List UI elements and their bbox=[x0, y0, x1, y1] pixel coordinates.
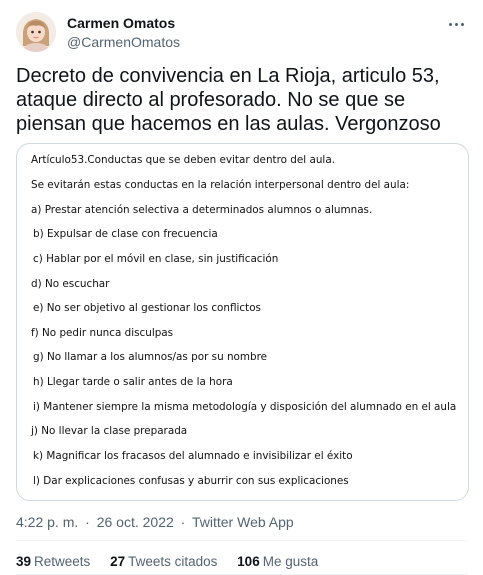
quote-tweets-stat[interactable] bbox=[110, 554, 217, 569]
avatar[interactable] bbox=[16, 12, 56, 52]
image-text-line: Se evitarán estas conductas en la relación interpersonal dentro del aula: bbox=[31, 179, 410, 191]
tweet-date[interactable]: 26 oct. 2022 bbox=[96, 514, 174, 530]
image-text-line: h) Llegar tarde o salir antes de la hora bbox=[33, 376, 233, 388]
tweet-time[interactable]: 4:22 p. m. bbox=[16, 514, 79, 530]
retweets-stat[interactable] bbox=[16, 554, 90, 569]
image-title: Artículo53.Conductas que se deben evitar dentro del aula. bbox=[31, 154, 335, 166]
image-text-line: b) Expulsar de clase con frecuencia bbox=[33, 228, 218, 240]
meta-separator: · bbox=[85, 514, 90, 530]
quotes-label: Tweets citados bbox=[128, 554, 218, 569]
tweet-header bbox=[16, 12, 468, 56]
avatar-illustration bbox=[16, 12, 56, 52]
tweet-stats bbox=[16, 554, 334, 569]
divider bbox=[16, 540, 468, 541]
tweet-timestamp bbox=[16, 514, 294, 530]
retweets-count: 39 bbox=[16, 554, 32, 569]
image-text-line: a) Prestar atención selectiva a determinados alumnos o alumnas. bbox=[31, 204, 373, 216]
more-options-button[interactable] bbox=[444, 14, 468, 34]
image-text-line: k) Magnificar los fracasos del alumnado e invisibilizar el éxito bbox=[33, 450, 353, 462]
likes-count: 106 bbox=[237, 554, 260, 569]
tweet-source[interactable]: Twitter Web App bbox=[191, 514, 294, 530]
image-text-line: i) Mantener siempre la misma metodología y disposición del alumnado en el aula bbox=[33, 401, 457, 413]
meta-separator: · bbox=[180, 514, 186, 530]
author-name[interactable]: Carmen Omatos bbox=[67, 15, 176, 31]
likes-stat[interactable] bbox=[237, 554, 318, 569]
quotes-count: 27 bbox=[110, 554, 126, 569]
more-dots-icon bbox=[449, 23, 452, 26]
image-text-line: j) No llevar la clase preparada bbox=[31, 425, 188, 437]
image-text-line: l) Dar explicaciones confusas y aburrir con sus explicaciones bbox=[33, 475, 349, 487]
tweet-image[interactable] bbox=[16, 143, 469, 501]
image-text-line: g) No llamar a los alumnos/as por su nombre bbox=[33, 351, 268, 363]
image-text-line: d) No escuchar bbox=[31, 278, 110, 290]
tweet-text: Decreto de convivencia en La Rioja, articulo 53, ataque directo al profesorado. No se que se piensan que hacemos en las aulas. Vergonzoso bbox=[16, 65, 441, 135]
image-text-line: f) No pedir nunca disculpas bbox=[31, 327, 174, 339]
author-handle[interactable]: @CarmenOmatos bbox=[67, 34, 181, 50]
image-text-line: e) No ser objetivo al gestionar los conflictos bbox=[33, 302, 261, 314]
retweets-label: Retweets bbox=[34, 554, 91, 569]
more-dots-icon bbox=[455, 23, 458, 26]
more-dots-icon bbox=[461, 23, 464, 26]
likes-label: Me gusta bbox=[262, 554, 319, 569]
image-text-line: c) Hablar por el móvil en clase, sin justificación bbox=[33, 253, 279, 265]
